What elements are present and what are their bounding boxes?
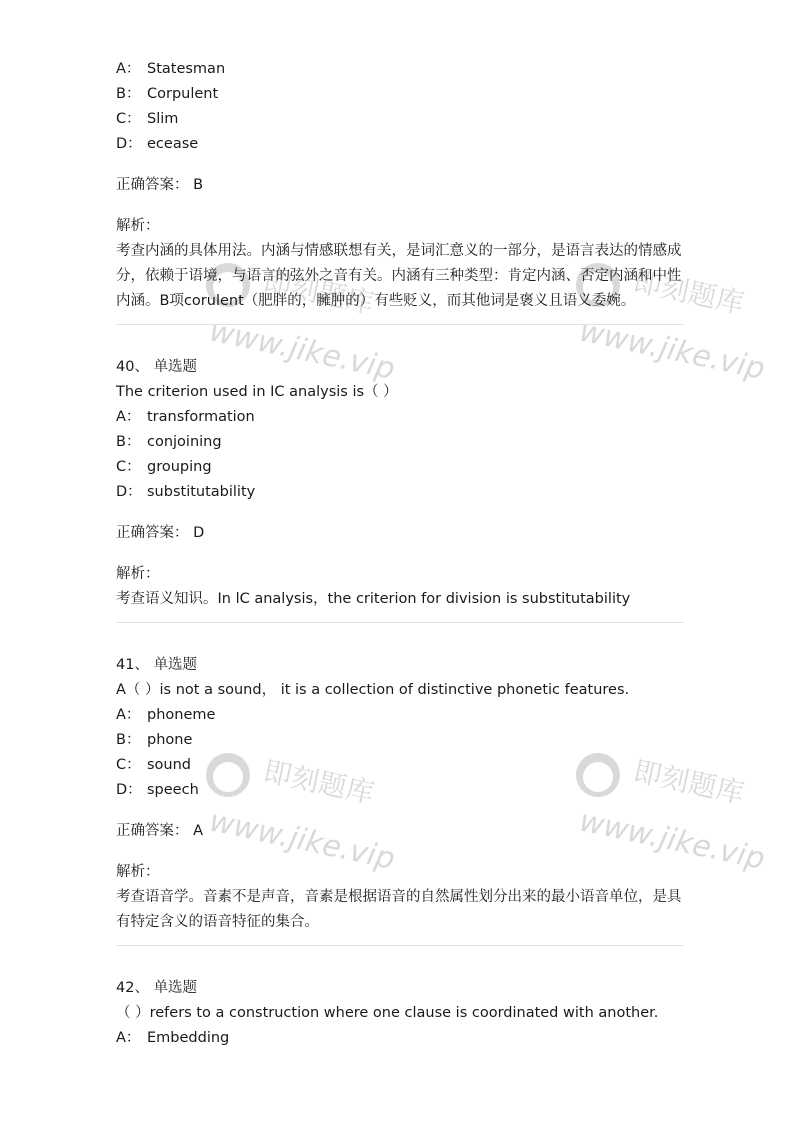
option-a: A： phoneme [116, 707, 216, 723]
question-header: 42、 单选题 [116, 980, 198, 996]
document-page [116, 57, 684, 1051]
option-d: D： ecease [116, 136, 199, 152]
watermark-brand: 即刻题库 [630, 264, 747, 321]
question-header: 41、 单选题 [116, 657, 198, 673]
option-a: A： Embedding [116, 1030, 230, 1046]
question-stem: The criterion used in IC analysis is（ ） [116, 384, 398, 400]
option-a: A： transformation [116, 409, 255, 425]
option-b: B： conjoining [116, 434, 222, 450]
option-a: A： Statesman [116, 61, 226, 77]
question-stem: A（ ）is not a sound， it is a collection of distinctive phonetic features. [116, 682, 630, 698]
question-40 [116, 355, 684, 623]
watermark-brand: 即刻题库 [260, 264, 377, 321]
analysis-label: 解析： [116, 566, 160, 582]
question-header: 40、 单选题 [116, 359, 198, 375]
watermark-url: www.jike.vip [576, 803, 768, 877]
option-d: D： speech [116, 782, 199, 798]
option-d: D： substitutability [116, 484, 256, 500]
correct-answer: 正确答案： A [116, 823, 204, 839]
correct-answer: 正确答案： B [116, 177, 204, 193]
watermark-brand: 即刻题库 [260, 754, 377, 811]
watermark-url: www.jike.vip [206, 313, 398, 387]
option-c: C： grouping [116, 459, 212, 475]
watermark-url: www.jike.vip [576, 313, 768, 387]
question-42 [116, 976, 684, 1051]
watermark-brand: 即刻题库 [630, 754, 747, 811]
option-b: B： phone [116, 732, 193, 748]
question-39 [116, 57, 684, 325]
divider [116, 945, 684, 946]
divider [116, 324, 684, 325]
analysis-text: 考查内涵的具体用法。内涵与情感联想有关，是词汇意义的一部分，是语言表达的情感成分，依赖于语境，与语言的弦外之音有关。内涵有三种类型：肯定内涵、否定内涵和中性内涵。B项corulent（肥胖的，臃肿的）有些贬义，而其他词是褒义且语义委婉。 [116, 243, 682, 309]
analysis-label: 解析： [116, 218, 160, 234]
question-stem: （ ）refers to a construction where one clause is coordinated with another. [116, 1005, 659, 1021]
divider [116, 622, 684, 623]
analysis-text: 考查语义知识。In lC analysis，the criterion for division is substitutability [116, 591, 631, 607]
analysis-text: 考查语音学。音素不是声音，音素是根据语音的自然属性划分出来的最小语音单位，是具有特定含义的语音特征的集合。 [116, 889, 682, 930]
correct-answer: 正确答案： D [116, 525, 205, 541]
watermark-url: www.jike.vip [206, 803, 398, 877]
analysis-label: 解析： [116, 864, 160, 880]
option-c: C： Slim [116, 111, 179, 127]
question-41 [116, 653, 684, 946]
option-c: C： sound [116, 757, 192, 773]
option-b: B： Corpulent [116, 86, 219, 102]
